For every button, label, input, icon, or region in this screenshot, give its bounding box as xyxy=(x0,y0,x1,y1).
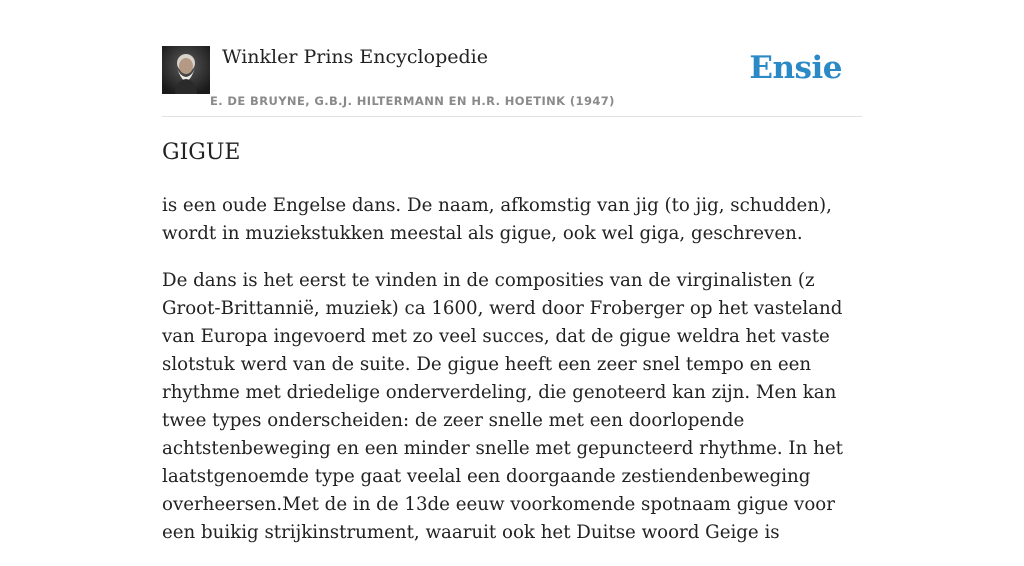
entry-paragraph: is een oude Engelse dans. De naam, afkomstig van jig (to jig, schudden), wordt in muziekstukken meestal als gigue, ook wel giga, geschreven. xyxy=(162,195,832,244)
source-authors: E. DE BRUYNE, G.B.J. HILTERMANN EN H.R. HOETINK (1947) xyxy=(210,94,615,108)
author-portrait-icon[interactable] xyxy=(162,46,210,94)
source-title[interactable]: Winkler Prins Encyclopedie xyxy=(222,46,488,68)
portrait-svg xyxy=(162,46,210,94)
entry-paragraph: De dans is het eerst te vinden in de composities van de virginalisten (z Groot-Brittannië, muziek) ca 1600, werd door Froberger op het vasteland van Europa ingevoerd met zo veel succes, dat de gigue weldra het vaste slotstuk werd van de suite. De gigue heeft een zeer snel tempo en een rhythme met driedelige onderverdeling, die genoteerd kan zijn. Men kan twee types onderscheiden: de zeer snelle met een doorlopende achtstenbeweging en een minder snelle met gepuncteerd rhythme. In het laatstgenoemde type gaat veelal een doorgaande zestiendenbeweging overheersen.Met de in de 13de eeuw voorkomende spotnaam gigue voor een buikig strijkinstrument, waaruit ook het Duitse woord Geige is xyxy=(162,270,843,543)
ensie-logo-link[interactable]: Ensie xyxy=(749,50,842,86)
page xyxy=(162,0,862,543)
entry-title: GIGUE xyxy=(162,140,241,165)
page-header xyxy=(162,0,862,117)
entry-body xyxy=(162,192,862,566)
